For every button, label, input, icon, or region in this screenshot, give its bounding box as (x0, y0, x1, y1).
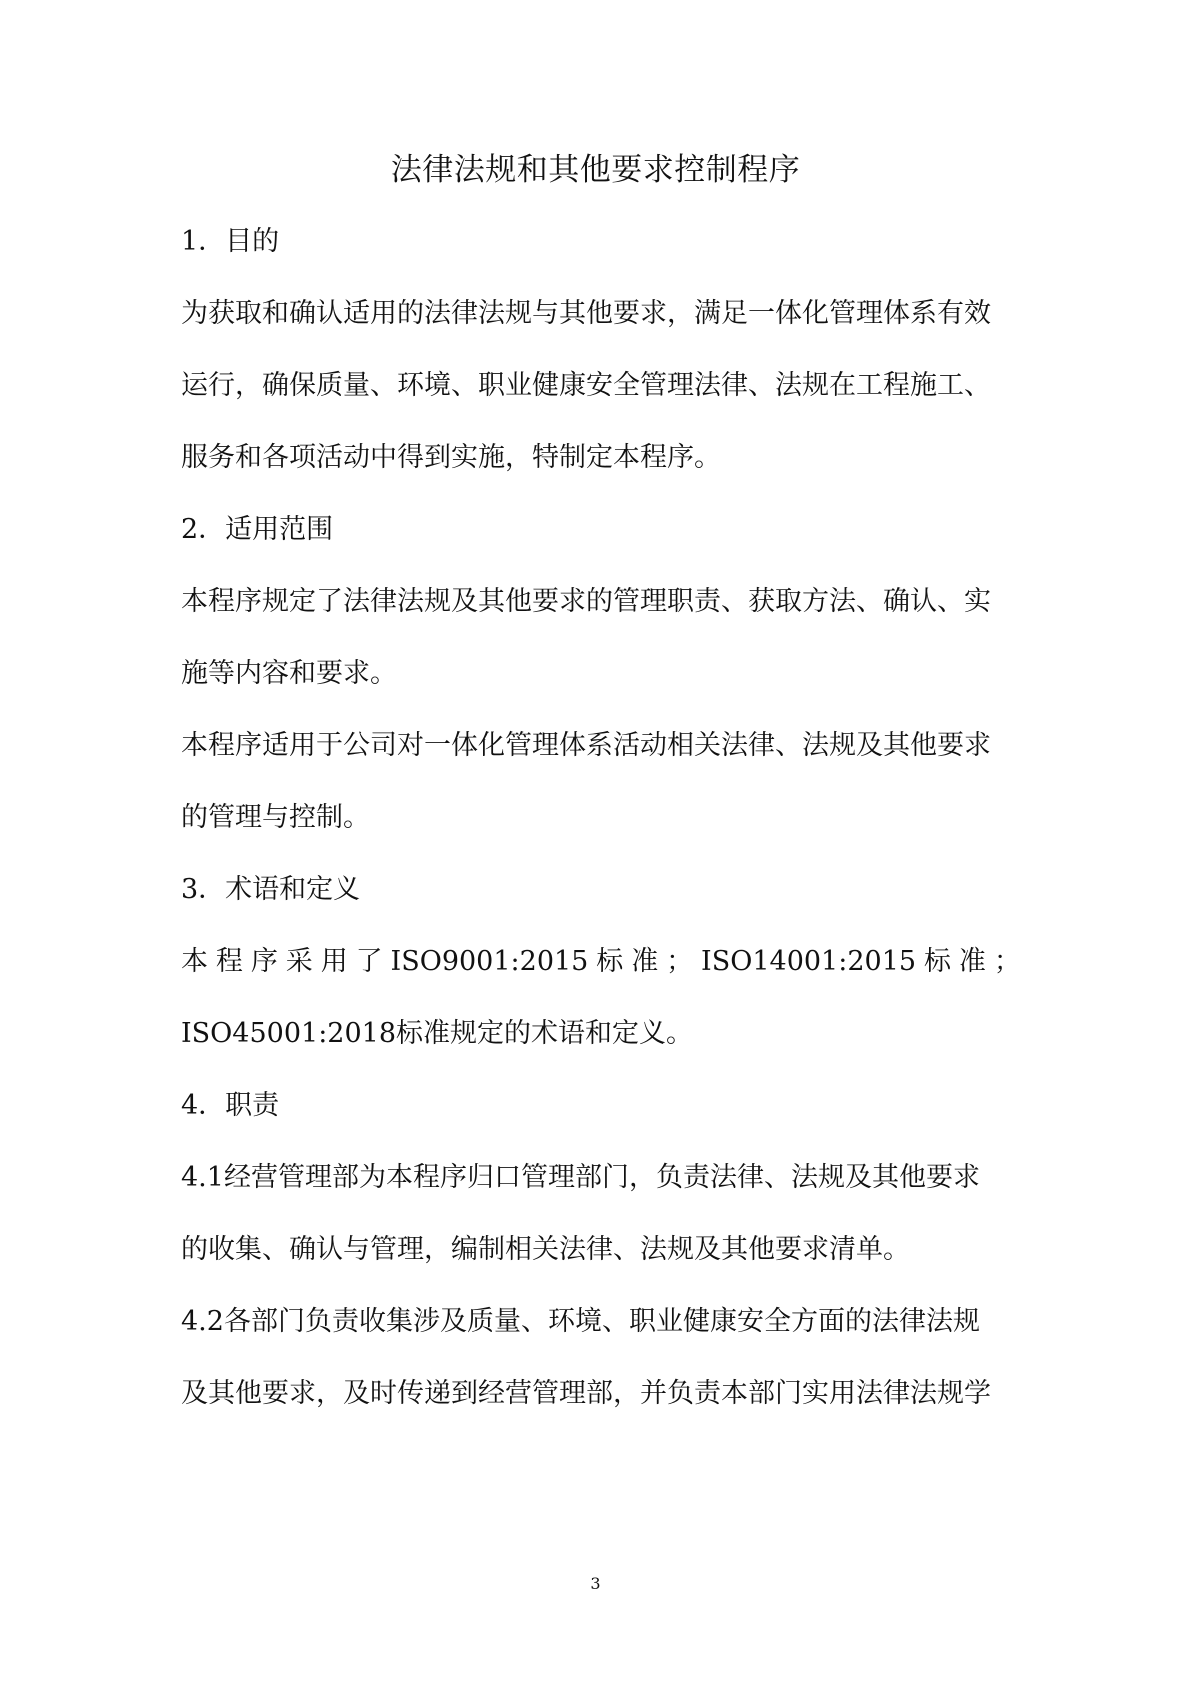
spaced-token: 序 (250, 946, 278, 977)
spaced-token: 了 (355, 946, 383, 977)
paragraph-line: 施等内容和要求。 (181, 658, 397, 689)
spaced-token: 采 (285, 946, 313, 977)
paragraph-line: 的收集、确认与管理，编制相关法律、法规及其他要求清单。 (181, 1234, 910, 1265)
spaced-token: 准 (958, 946, 986, 977)
spaced-token: 标 (596, 946, 624, 977)
paragraph-line: 4.2各部门负责收集涉及质量、环境、职业健康安全方面的法律法规 (181, 1306, 980, 1337)
spaced-token: 用 (320, 946, 348, 977)
paragraph-line: 运行，确保质量、环境、职业健康安全管理法律、法规在工程施工、 (181, 370, 991, 401)
paragraph-line: 及其他要求，及时传递到经营管理部，并负责本部门实用法律法规学 (181, 1378, 991, 1409)
spaced-token: ISO9001:2015 (390, 946, 589, 977)
spaced-paragraph-line (181, 942, 1021, 982)
paragraph-line: 服务和各项活动中得到实施，特制定本程序。 (181, 442, 721, 473)
paragraph-line: 为获取和确认适用的法律法规与其他要求，满足一体化管理体系有效 (181, 298, 991, 329)
spaced-token: 标 (923, 946, 951, 977)
spaced-token: ； (666, 946, 694, 977)
paragraph-line: 的管理与控制。 (181, 802, 370, 833)
spaced-token: ISO14001:2015 (701, 946, 917, 977)
section-heading-responsibilities: 4．职责 (181, 1090, 280, 1121)
section-heading-terms: 3．术语和定义 (181, 874, 361, 905)
page-number: 3 (590, 1574, 601, 1593)
paragraph-line: 本程序适用于公司对一体化管理体系活动相关法律、法规及其他要求 (181, 730, 991, 761)
spaced-token: 准 (631, 946, 659, 977)
spaced-token: ； (993, 946, 1021, 977)
spaced-token: 本 (181, 946, 208, 977)
paragraph-line: ISO45001:2018标准规定的术语和定义。 (181, 1018, 693, 1049)
document-title: 法律法规和其他要求控制程序 (390, 152, 801, 188)
spaced-token: 程 (215, 946, 243, 977)
section-heading-scope: 2．适用范围 (181, 514, 334, 545)
paragraph-line: 4.1经营管理部为本程序归口管理部门，负责法律、法规及其他要求 (181, 1162, 980, 1193)
paragraph-line: 本程序规定了法律法规及其他要求的管理职责、获取方法、确认、实 (181, 586, 991, 617)
section-heading-purpose: 1．目的 (181, 226, 280, 257)
